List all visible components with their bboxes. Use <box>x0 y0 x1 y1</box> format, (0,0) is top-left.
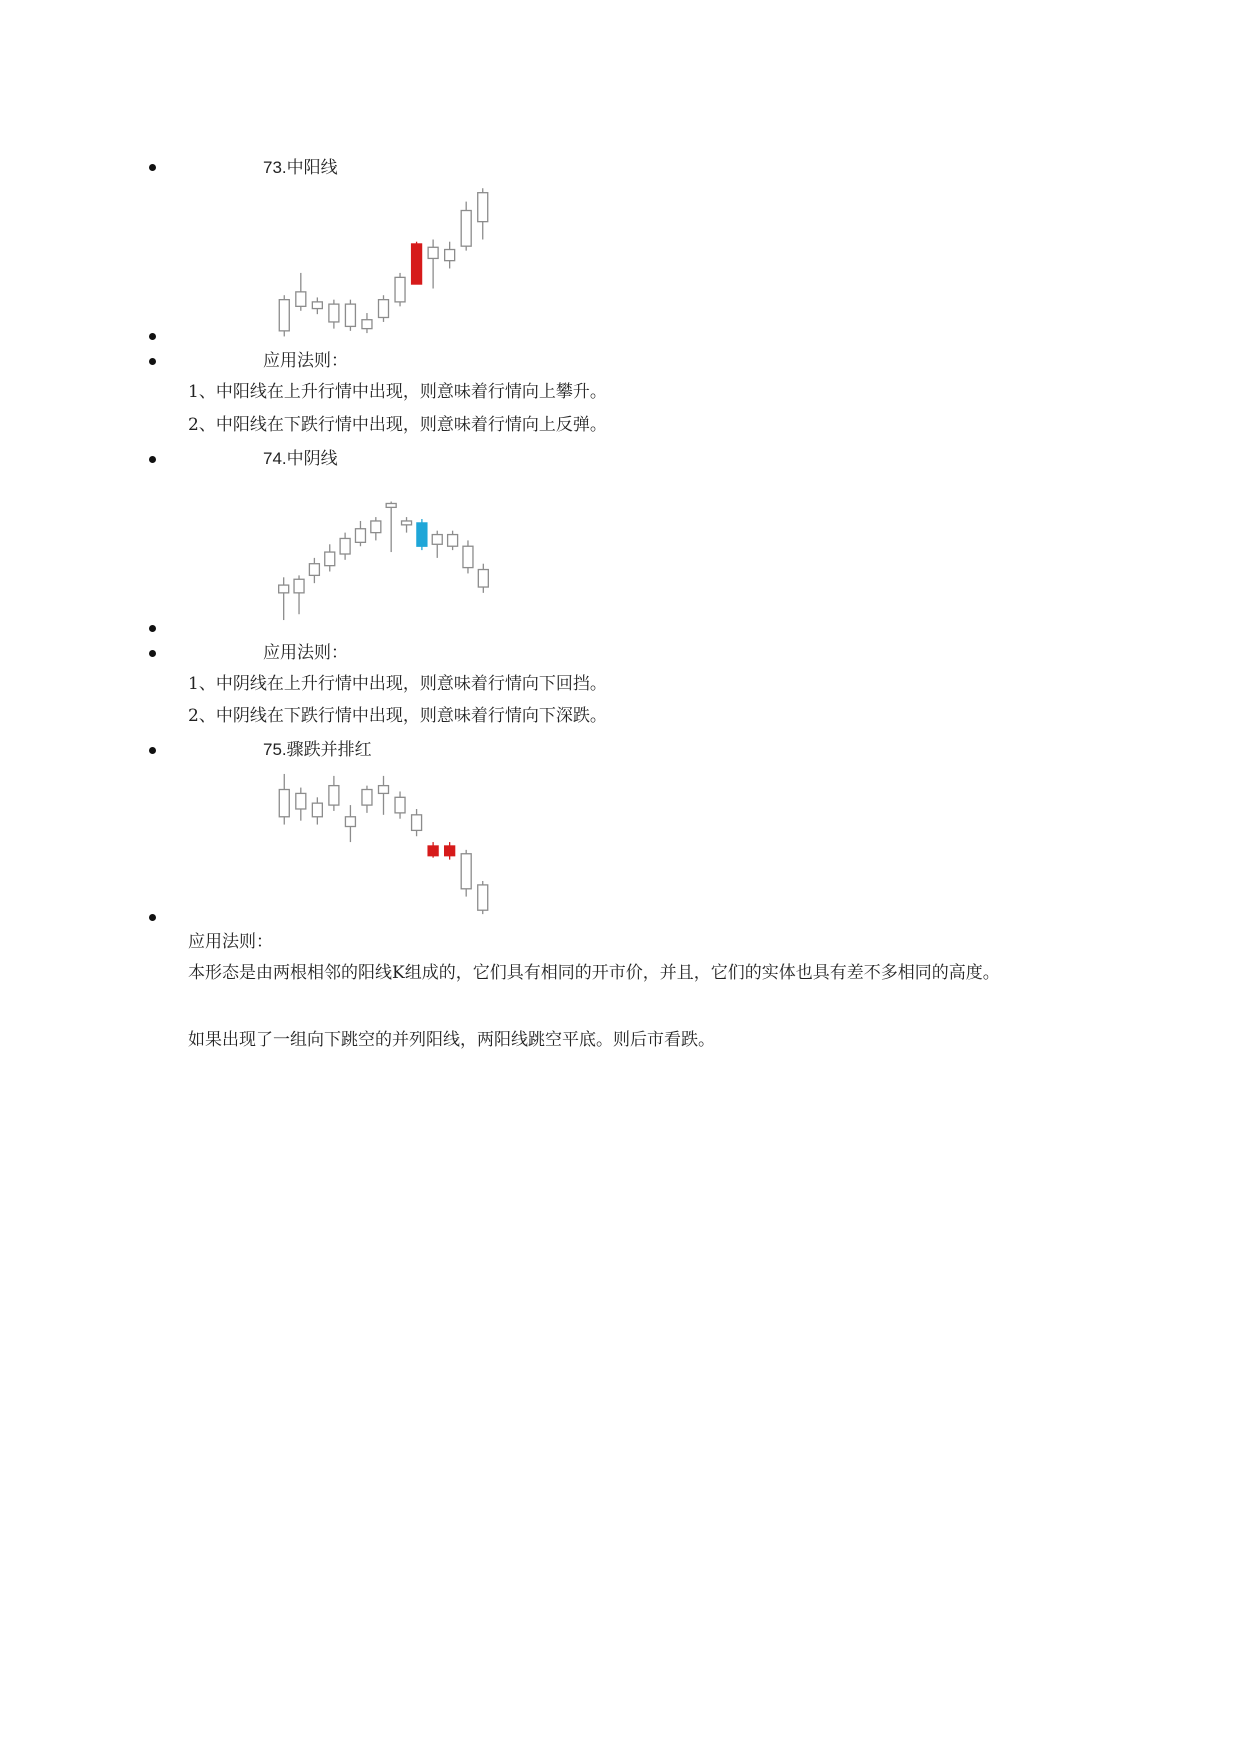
candle-body <box>386 503 396 507</box>
rules-title: 应用法则： <box>263 643 348 663</box>
bullet <box>149 747 156 754</box>
candle <box>412 242 422 284</box>
highlight-candle-body <box>428 846 438 856</box>
bullet <box>149 333 156 340</box>
candle <box>379 295 389 322</box>
candle-body <box>432 535 442 545</box>
candle-body <box>448 535 458 547</box>
candle-body <box>345 304 355 326</box>
bullet <box>149 650 156 657</box>
candle <box>325 544 335 571</box>
candle <box>463 540 473 573</box>
section-heading-74 <box>263 448 338 470</box>
candle <box>296 273 306 311</box>
rules-title: 应用法则： <box>188 932 273 952</box>
candle <box>428 842 438 858</box>
candle <box>478 564 488 593</box>
rule-item: 2、中阴线在下跌行情中出现，则意味着行情向下深跌。 <box>188 706 607 726</box>
candle <box>412 809 422 836</box>
candle-body <box>412 815 422 831</box>
candle <box>309 558 319 583</box>
candle <box>312 797 322 824</box>
candle-body <box>445 250 455 261</box>
candle-body <box>312 803 322 817</box>
candle <box>428 239 438 288</box>
heading-number: 74. <box>263 449 287 468</box>
candle <box>279 774 289 825</box>
candle <box>279 577 289 620</box>
candle <box>296 788 306 821</box>
bullet <box>149 456 156 463</box>
rule-item: 1、中阴线在上升行情中出现，则意味着行情向下回挡。 <box>188 674 607 694</box>
candle-body <box>340 538 350 554</box>
rule-paragraph: 本形态是由两根相邻的阳线K组成的，它们具有相同的开市价，并且，它们的实体也具有差不多相同的高度。 <box>188 963 1000 983</box>
candle <box>478 188 488 239</box>
rule-paragraph: 如果出现了一组向下跳空的并列阳线，两阳线跳空平底。则后市看跌。 <box>188 1030 715 1050</box>
rule-item: 2、中阳线在下跌行情中出现，则意味着行情向上反弹。 <box>188 415 607 435</box>
candle <box>386 502 396 553</box>
candle <box>371 517 381 540</box>
candle <box>402 517 412 533</box>
candle <box>432 531 442 558</box>
heading-number: 75. <box>263 740 287 759</box>
candle <box>355 521 365 546</box>
candlestick-chart-75 <box>256 766 516 924</box>
heading-text: 中阴线 <box>286 449 338 469</box>
candle-body <box>428 247 438 258</box>
candle-body <box>329 786 339 805</box>
candle <box>461 850 471 897</box>
candle-body <box>296 793 306 809</box>
rule-item: 1、中阳线在上升行情中出现，则意味着行情向上攀升。 <box>188 382 607 402</box>
highlight-candle-body <box>445 846 455 856</box>
candle <box>345 805 355 842</box>
candle <box>340 533 350 560</box>
candle-body <box>463 546 473 567</box>
candle-body <box>395 797 405 813</box>
candle-body <box>296 292 306 306</box>
candle-body <box>325 552 335 566</box>
candle-body <box>362 320 372 329</box>
candle <box>362 313 372 333</box>
candle-body <box>279 300 289 331</box>
highlight-candle-body <box>412 244 422 284</box>
candle-body <box>478 193 488 222</box>
candle <box>461 202 471 251</box>
rules-title: 应用法则： <box>263 351 348 371</box>
highlight-candle-body <box>417 523 427 546</box>
candle <box>294 575 304 614</box>
candle-body <box>312 302 322 309</box>
candle <box>395 791 405 818</box>
bullet <box>149 358 156 365</box>
candle-body <box>379 300 389 318</box>
candle-body <box>379 786 389 794</box>
heading-text: 骤跌并排红 <box>286 740 372 760</box>
section-heading-75 <box>263 739 372 761</box>
candle <box>312 297 322 314</box>
candle-body <box>395 277 405 302</box>
candle-body <box>402 521 412 525</box>
candle <box>395 273 405 306</box>
candle-body <box>355 529 365 543</box>
candle-body <box>362 790 372 806</box>
candle <box>478 881 488 914</box>
candle <box>279 295 289 336</box>
candle <box>329 300 339 329</box>
candle <box>329 776 339 811</box>
candle-body <box>478 570 488 587</box>
bullet <box>149 164 156 171</box>
candle <box>345 300 355 331</box>
candle-body <box>329 304 339 322</box>
candlestick-chart-73 <box>256 180 516 348</box>
candle-body <box>309 564 319 576</box>
heading-number: 73. <box>263 158 287 177</box>
candle <box>417 519 427 550</box>
candle-body <box>279 790 289 817</box>
bullet <box>149 625 156 632</box>
candle-body <box>279 585 289 593</box>
candle-body <box>371 521 381 533</box>
heading-text: 中阳线 <box>286 158 338 178</box>
candle <box>448 531 458 550</box>
candle <box>445 842 455 860</box>
candle-body <box>461 211 471 247</box>
candle-body <box>294 579 304 593</box>
candle-body <box>345 817 355 827</box>
candle-body <box>461 854 471 889</box>
candlestick-chart-74 <box>256 480 516 628</box>
candle-body <box>478 885 488 910</box>
candle <box>362 786 372 813</box>
candle <box>445 242 455 269</box>
candle <box>379 776 389 815</box>
bullet <box>149 914 156 921</box>
section-heading-73 <box>263 157 338 179</box>
